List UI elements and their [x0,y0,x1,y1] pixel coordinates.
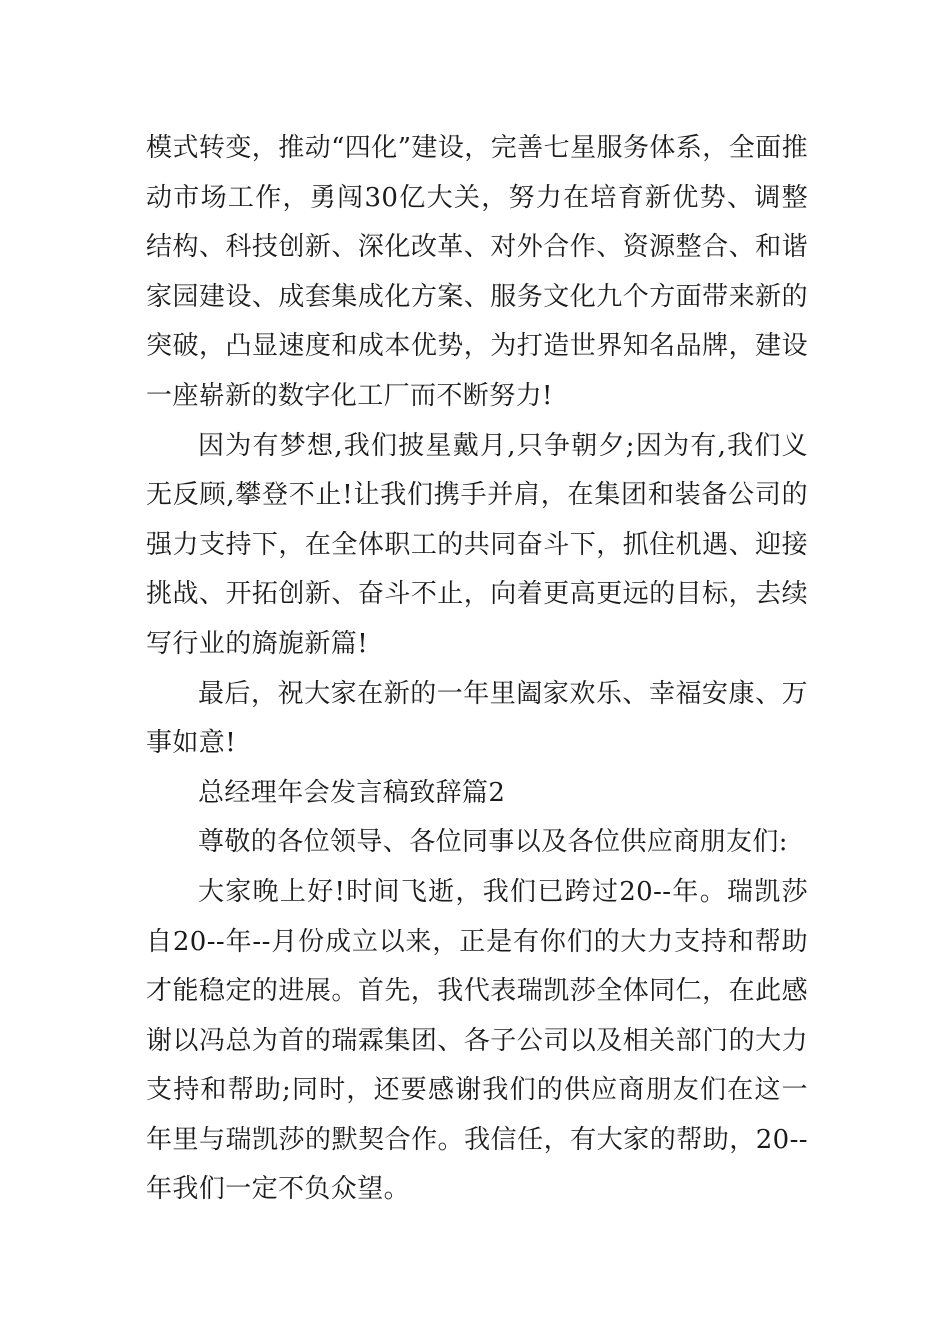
paragraph-wishes: 最后，祝大家在新的一年里阖家欢乐、幸福安康、万事如意! [146,678,808,759]
section-title: 总经理年会发言稿致辞篇2 [198,777,506,808]
greeting: 尊敬的各位领导、各位同事以及各位供应商朋友们: [198,827,788,858]
paragraph-opening: 大家晚上好!时间飞逝，我们已跨过20--年。瑞凯莎自20--年--月份成立以来，正是有你们的大力支持和帮助才能稳定的进展。首先，我代表瑞凯莎全体同仁，在此感谢以冯总为首的瑞霖集团、各子公司以及相关部门的大力支持和帮助;同时，还要感谢我们的供应商朋友们在这一年里与瑞凯莎的默契合作。我信任，有大家的帮助，20--年我们一定不负众望。 [146,876,808,1205]
document-body [146,124,808,1215]
paragraph-transformation: 模式转变，推动“四化”建设，完善七星服务体系，全面推动市场工作，勇闯30亿大关，努力在培育新优势、调整结构、科技创新、深化改革、对外合作、资源整合、和谐家园建设、成套集成化方案、服务文化九个方面带来新的突破，凸显速度和成本优势，为打造世界知名品牌，建设一座崭新的数字化工厂而不断努力! [146,133,808,411]
paragraph-dream: 因为有梦想,我们披星戴月,只争朝夕;因为有,我们义无反顾,攀登不止!让我们携手并肩，在集团和装备公司的强力支持下，在全体职工的共同奋斗下，抓住机遇、迎接挑战、开拓创新、奋斗不止，向着更高更远的目标，去续写行业的旖旎新篇! [146,430,808,659]
